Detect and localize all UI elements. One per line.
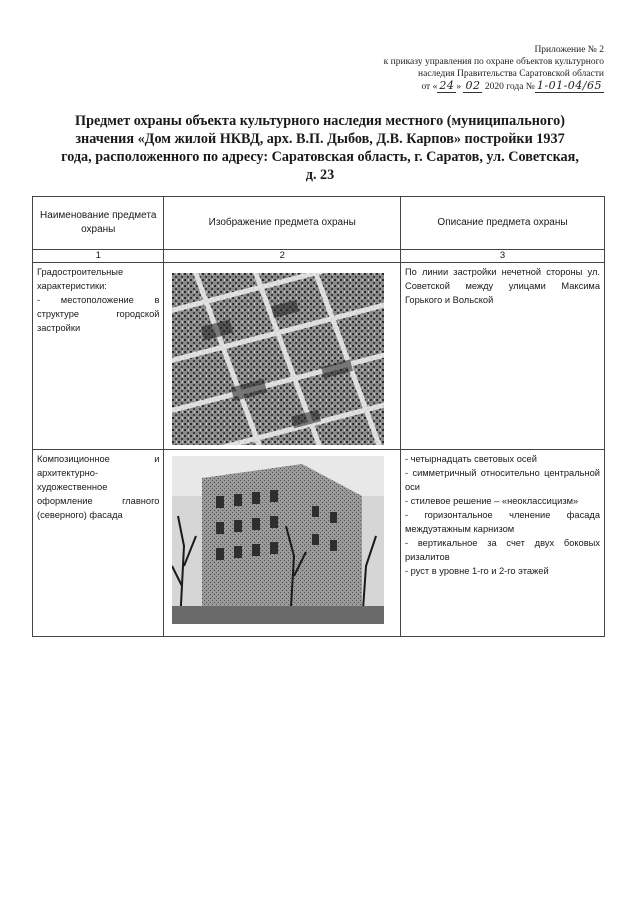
column-numbers-row: [33, 250, 605, 263]
column-header-description: Описание предмета охраны: [400, 197, 604, 250]
description-line: - четырнадцать световых осей: [404, 454, 537, 464]
table-row: [33, 263, 605, 450]
row-name-title: Композиционное и архитектурно-художественное оформление главного (северного) фасада: [37, 454, 160, 520]
protection-subject-table: [32, 196, 605, 637]
column-number: 2: [164, 250, 401, 263]
handwritten-number: 1-01-04/65: [536, 79, 602, 92]
department-name: наследия Правительства Саратовской области: [418, 69, 604, 79]
handwritten-day: 24: [439, 79, 455, 92]
description-line: - руст в уровне 1-го и 2-го этажей: [404, 566, 549, 576]
table-row: [33, 450, 605, 637]
row-name-title: Градостроительные характеристики:: [37, 267, 124, 291]
column-header-image: Изображение предмета охраны: [164, 197, 401, 250]
description-line: По линии застройки нечетной стороны ул. Советской между улицами Максима Горького и Вольской: [404, 267, 600, 305]
column-number: 3: [400, 250, 604, 263]
row-description-cell: [400, 263, 604, 450]
row-image-cell: [164, 263, 401, 450]
document-title: Предмет охраны объекта культурного наследия местного (муниципального) значения «Дом жилой НКВД, арх. В.П. Дыбов, Д.В. Карпов» постройки 1937 года, расположенного по адресу: Саратовская область, г. Саратов, ул. Советская, д. 23: [61, 113, 579, 183]
row-description-cell: [400, 450, 604, 637]
row-image-cell: [164, 450, 401, 637]
description-line: - стилевое решение – «неоклассицизм»: [404, 496, 579, 506]
appendix-note: [304, 44, 604, 93]
order-reference: к приказу управления по охране объектов культурного: [383, 57, 604, 67]
column-number: 1: [33, 250, 164, 263]
description-line: - горизонтальное членение фасада междуэтажным карнизом: [404, 510, 600, 534]
aerial-map-image: [172, 273, 384, 445]
order-date-line: от « 24 » 02 2020 года № 1-01-04/65: [421, 79, 602, 92]
description-line: - симметричный относительно центральной оси: [404, 468, 600, 492]
row-name-cell: [33, 450, 164, 637]
row-name-cell: [33, 263, 164, 450]
appendix-number: Приложение № 2: [534, 45, 604, 55]
facade-photo: [172, 456, 384, 624]
row-name-sub: - местоположение в структуре городской застройки: [37, 295, 160, 333]
description-line: - вертикальное за счет двух боковых ризалитов: [404, 538, 600, 562]
table-header-row: [33, 197, 605, 250]
column-header-name: Наименование предмета охраны: [33, 197, 164, 250]
handwritten-month: 02: [465, 79, 481, 92]
